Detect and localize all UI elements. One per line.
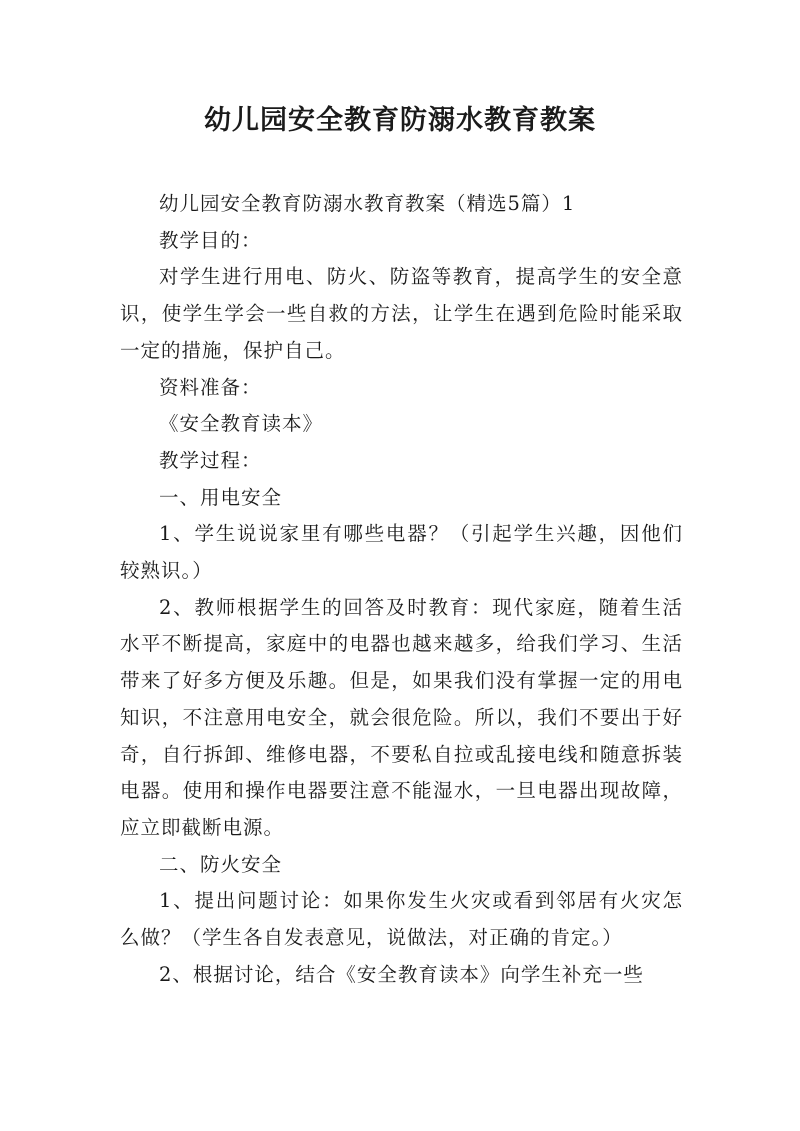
- document-title: 幼儿园安全教育防溺水教育教案: [204, 105, 596, 136]
- paragraph-fire-2: 2、根据讨论，结合《安全教育读本》向学生补充一些: [159, 962, 644, 986]
- paragraph-objective-label: 教学目的：: [159, 228, 262, 252]
- paragraph-electric-2: 2、教师根据学生的回答及时教育：现代家庭，随着生活水平不断提高，家庭中的电器也越来越多，给我们学习、生活带来了好多方便及乐趣。但是，如果我们没有掌握一定的用电知识，不注意用电安全，就会很危险。所以，我们不要出于好奇，自行拆卸、维修电器，不要私自拉或乱接电线和随意拆装电器。使用和操作电器要注意不能湿水，一旦电器出现故障，应立即截断电源。: [120, 595, 683, 839]
- paragraph-fire-1: 1、提出问题讨论：如果你发生火灾或看到邻居有火灾怎么做？（学生各自发表意见，说做法，对正确的肯定。）: [120, 889, 683, 950]
- paragraph-heading: 幼儿园安全教育防溺水教育教案（精选5篇）1: [159, 192, 576, 215]
- paragraph-materials: 《安全教育读本》: [159, 412, 324, 436]
- paragraph-objective: 对学生进行用电、防火、防盗等教育，提高学生的安全意识，使学生学会一些自救的方法，让学生在遇到危险时能采取一定的措施，保护自己。: [120, 265, 683, 362]
- paragraph-section-fire: 二、防火安全: [159, 852, 283, 876]
- paragraph-electric-1: 1、学生说说家里有哪些电器？（引起学生兴趣，因他们较熟识。）: [120, 522, 683, 583]
- paragraph-section-electric: 一、用电安全: [159, 485, 283, 509]
- paragraph-process-label: 教学过程：: [159, 448, 262, 472]
- paragraph-materials-label: 资料准备：: [159, 375, 262, 399]
- document-body: [120, 186, 683, 993]
